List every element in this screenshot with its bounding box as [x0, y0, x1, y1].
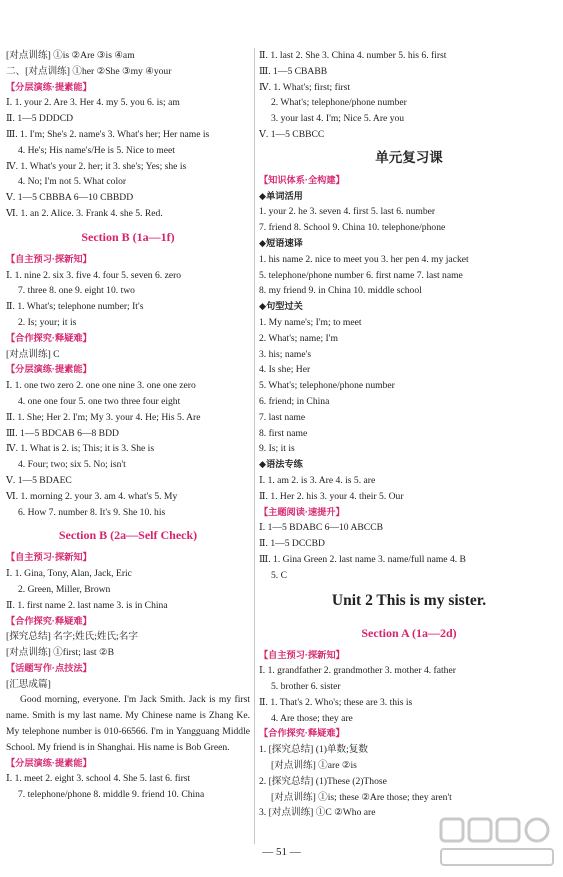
answer-line: 1. My name's; I'm; to meet: [259, 316, 362, 328]
answer-line: 4. one one four 5. one two three four eight: [18, 395, 181, 407]
right-column: [259, 48, 559, 821]
essay-paragraph: Good morning, everyone. I'm Jack Smith. Jack is my first name. Smith is my last name. My Chinese name is Zhang Ke. My telephone number is 010-66566. I'm in Yangguang Middle School. My friend is in Shanghai. His name is Bob Green.: [6, 694, 250, 753]
answer-line: [对点训练] ①is; these ②Are those; they aren't: [271, 791, 452, 803]
answer-line: [对点训练] C: [6, 348, 60, 360]
watermark-logo: [437, 813, 557, 873]
answer-line: 9. Is; it is: [259, 443, 295, 455]
answer-line: Ⅳ. 1. What's; first; first: [259, 81, 351, 93]
answer-line: 4. Is she; Her: [259, 364, 311, 376]
section-heading: 【知识体系·全构建】: [259, 174, 345, 185]
answer-line: 7. three 8. one 9. eight 10. two: [18, 285, 135, 297]
answer-line: Ⅰ. 1. am 2. is 3. Are 4. is 5. are: [259, 474, 376, 486]
answer-line: [对点训练] ①first; last ②B: [6, 647, 114, 659]
answer-line: 3. your last 4. I'm; Nice 5. Are you: [271, 113, 405, 125]
sub-heading: ◆短语速译: [259, 237, 303, 248]
section-heading: 【合作探究·释疑难】: [6, 332, 92, 343]
section-heading: 【主题阅读·速提升】: [259, 506, 345, 517]
answer-line: 6. friend; in China: [259, 395, 330, 407]
review-title: 单元复习课: [375, 149, 443, 165]
section-heading: 【话题写作·点技法】: [6, 662, 92, 673]
section-title: Section B (1a—1f): [81, 229, 175, 244]
answer-line: 7. last name: [259, 411, 306, 423]
page-number: — 51 —: [262, 846, 301, 858]
answer-line: 5. brother 6. sister: [271, 681, 341, 693]
section-heading: 【自主预习·探新知】: [6, 253, 92, 264]
answer-line: [对点训练] ①are ②is: [271, 760, 357, 772]
section-heading: 【合作探究·释疑难】: [6, 615, 92, 626]
answer-line: Ⅱ. 1. She; Her 2. I'm; My 3. your 4. He; His 5. Are: [6, 411, 201, 423]
answer-line: Ⅴ. 1—5 CBBCC: [259, 128, 325, 140]
section-title: Section A (1a—2d): [361, 625, 457, 640]
answer-line: 2. What's; name; I'm: [259, 332, 338, 344]
section-heading: 【分层演练·提素能】: [6, 81, 92, 92]
answer-line: Ⅰ. 1. your 2. Are 3. Her 4. my 5. you 6. is; am: [6, 97, 180, 109]
answer-line: Ⅲ. 1. Gina Green 2. last name 3. name/full name 4. B: [259, 553, 466, 565]
answer-line: 1. his name 2. nice to meet you 3. her pen 4. my jacket: [259, 253, 469, 265]
answer-line: Ⅰ. 1. one two zero 2. one one nine 3. one one zero: [6, 380, 196, 392]
answer-line: 2. Green, Miller, Brown: [18, 583, 111, 595]
answer-line: Ⅴ. 1—5 CBBBA 6—10 CBBDD: [6, 192, 134, 204]
answer-line: 3. his; name's: [259, 348, 312, 360]
section-heading: 【合作探究·释疑难】: [259, 728, 345, 739]
answer-line: 7. friend 8. School 9. China 10. telephone/phone: [259, 222, 446, 234]
section-heading: 【分层演练·提素能】: [6, 364, 92, 375]
answer-line: Ⅱ. 1. Her 2. his 3. your 4. their 5. Our: [259, 490, 404, 502]
answer-line: Ⅱ. 1. last 2. She 3. China 4. number 5. his 6. first: [259, 50, 447, 61]
answer-line: Ⅵ. 1. morning 2. your 3. am 4. what's 5. My: [6, 490, 178, 502]
answer-line: 8. my friend 9. in China 10. middle school: [259, 285, 422, 297]
answer-line: 5. C: [271, 569, 287, 581]
answer-line: Ⅰ. 1—5 BDABC 6—10 ABCCB: [259, 522, 384, 534]
unit-title: Unit 2 This is my sister.: [331, 591, 487, 609]
answer-line: 5. What's; telephone/phone number: [259, 380, 395, 392]
sub-heading: ◆单词活用: [259, 190, 303, 201]
answer-line: 1. [探究总结] (1)单数;复数: [259, 744, 368, 756]
answer-line: [探究总结] 名字;姓氏;姓氏;名字: [6, 631, 138, 643]
answer-line: Ⅱ. 1—5 DDDCD: [6, 113, 74, 125]
section-heading: 【自主预习·探新知】: [259, 649, 345, 660]
answer-line: Ⅱ. 1. That's 2. Who's; these are 3. this is: [259, 696, 413, 708]
answer-line: Ⅲ. 1. I'm; She's 2. name's 3. What's her; Her name is: [6, 128, 210, 140]
answer-line: Ⅱ. 1—5 DCCBD: [259, 538, 325, 550]
answer-line: 7. telephone/phone 8. middle 9. friend 10. China: [18, 789, 205, 801]
answer-line: Ⅰ. 1. grandfather 2. grandmother 3. mother 4. father: [259, 665, 456, 677]
answer-line: 2. What's; telephone/phone number: [271, 97, 407, 109]
sub-heading: ◆句型过关: [259, 301, 303, 312]
left-column: [6, 48, 250, 803]
answer-line: Ⅵ. 1. an 2. Alice. 3. Frank 4. she 5. Red.: [6, 207, 163, 219]
answer-line: Ⅰ. 1. Gina, Tony, Alan, Jack, Eric: [6, 568, 132, 580]
answer-line: 2. Is; your; it is: [18, 316, 77, 328]
answer-line: Ⅱ. 1. first name 2. last name 3. is in China: [6, 599, 168, 611]
column-divider: [254, 48, 255, 844]
answer-line: Ⅰ. 1. nine 2. six 3. five 4. four 5. seven 6. zero: [6, 269, 182, 281]
answer-line: Ⅴ. 1—5 BDAEC: [6, 474, 72, 486]
answer-line: Ⅲ. 1—5 CBABB: [259, 65, 328, 77]
answer-line: 5. telephone/phone number 6. first name 7. last name: [259, 269, 463, 281]
answer-line: Ⅳ. 1. What's your 2. her; it 3. she's; Yes; she is: [6, 160, 187, 172]
answer-line: Ⅳ. 1. What is 2. is; This; it is 3. She is: [6, 443, 155, 455]
answer-line: Ⅰ. 1. meet 2. eight 3. school 4. She 5. last 6. first: [6, 773, 191, 785]
answer-line: 4. No; I'm not 5. What color: [18, 176, 127, 188]
answer-line: 6. How 7. number 8. It's 9. She 10. his: [18, 506, 166, 518]
section-heading: 【自主预习·探新知】: [6, 552, 92, 563]
answer-line: Ⅲ. 1—5 BDCAB 6—8 BDD: [6, 427, 119, 439]
answer-line: Ⅱ. 1. What's; telephone number; It's: [6, 301, 144, 313]
answer-line: [对点训练] ①is ②Are ③is ④am: [6, 50, 135, 61]
answer-line: 1. your 2. he 3. seven 4. first 5. last 6. number: [259, 206, 436, 218]
answer-line: 8. first name: [259, 427, 308, 439]
sub-heading: ◆语法专练: [259, 459, 303, 470]
answer-line: 2. [探究总结] (1)These (2)Those: [259, 775, 387, 787]
answer-line: 二、[对点训练] ①her ②She ③my ④your: [6, 65, 172, 77]
answer-line: 4. Are those; they are: [271, 712, 353, 724]
answer-line: 3. [对点训练] ①C ②Who are: [259, 807, 376, 819]
section-heading: 【分层演练·提素能】: [6, 757, 92, 768]
section-title: Section B (2a—Self Check): [58, 528, 198, 543]
answer-line: 4. Four; two; six 5. No; isn't: [18, 459, 126, 471]
answer-line: 4. He's; His name's/He is 5. Nice to meet: [18, 144, 175, 156]
answer-line: [汇思成篇]: [6, 678, 51, 690]
